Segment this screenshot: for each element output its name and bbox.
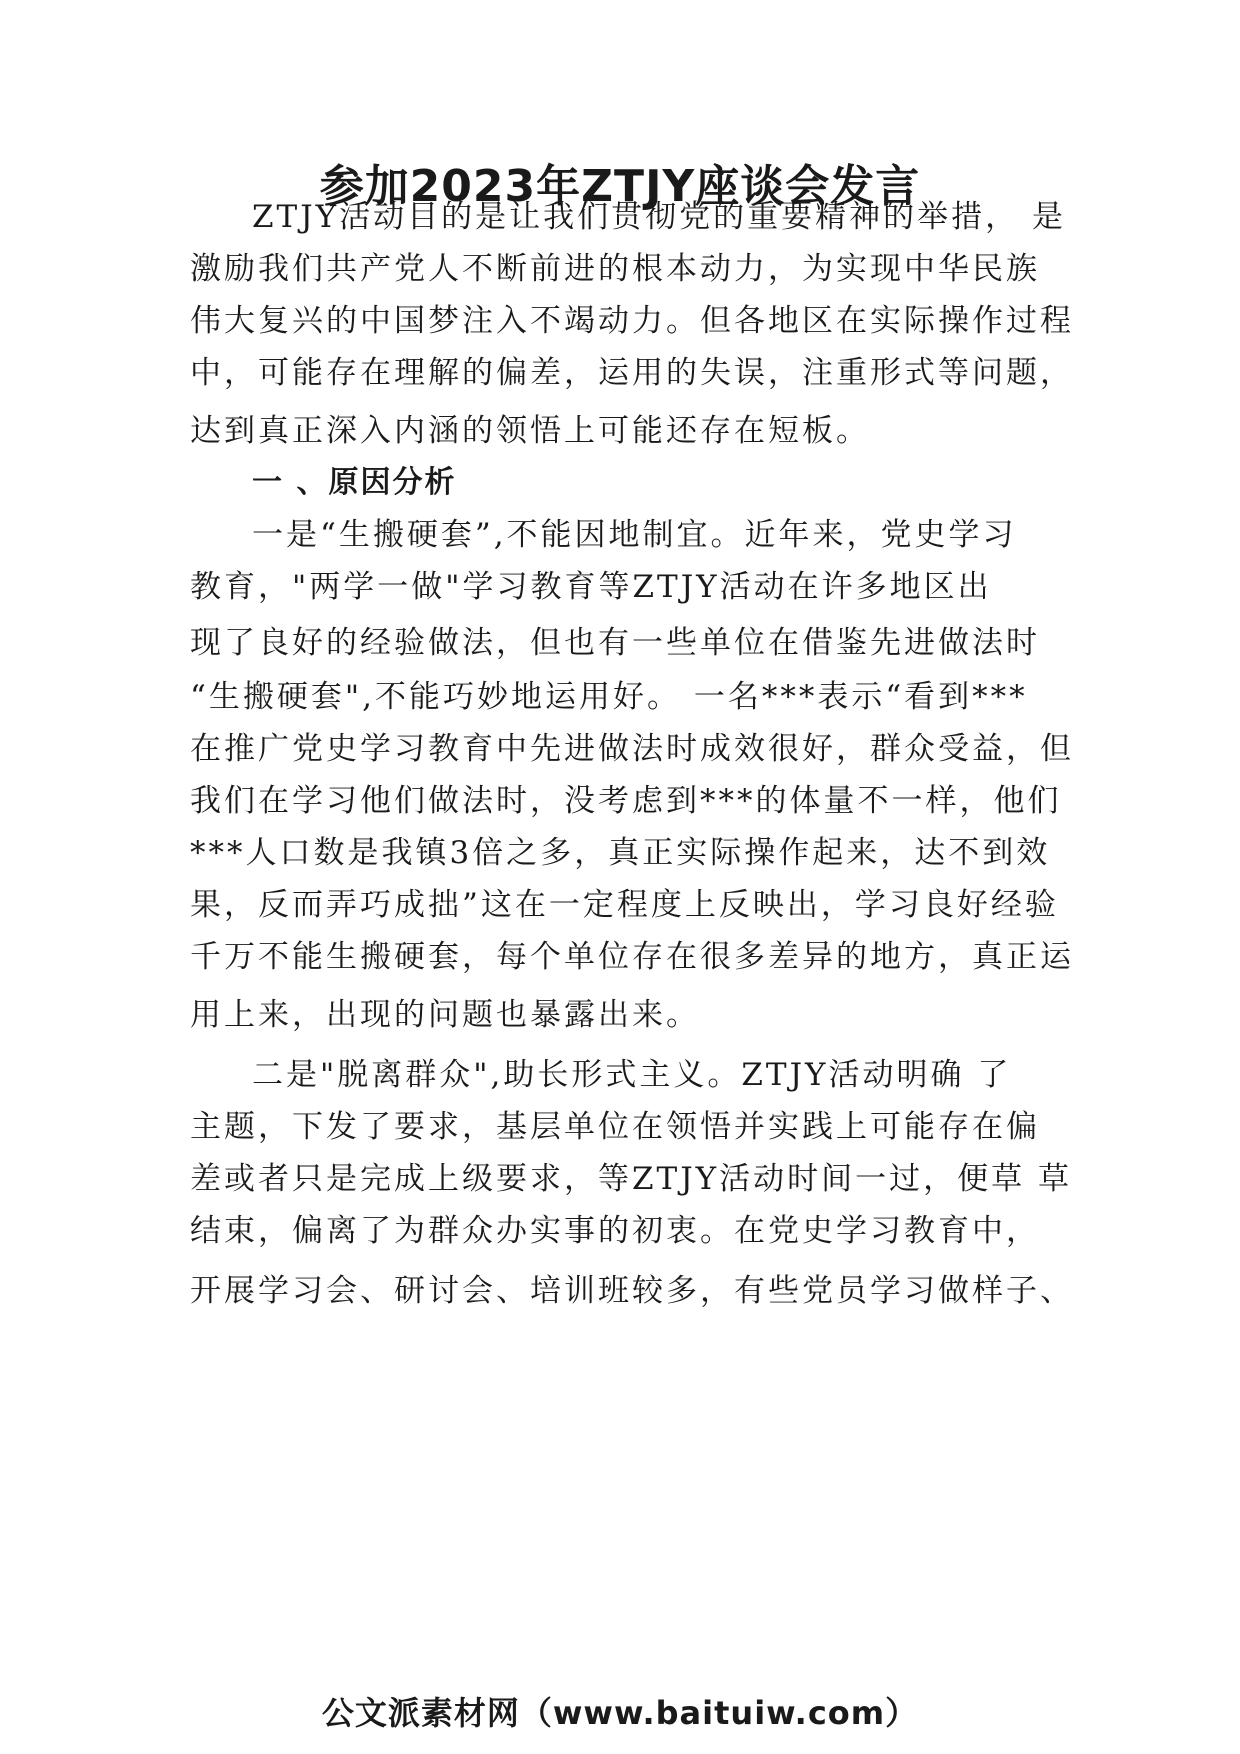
para2-line: 差或者只是完成上级要求，等ZTJY活动时间一过，便草 草 [190, 1161, 1072, 1197]
para1-line: 教育，"两学一做"学习教育等ZTJY活动在许多地区出 [190, 569, 992, 605]
section-heading: 一 、原因分析 [252, 465, 457, 500]
footer-watermark: 公文派素材网（www.baituiw.com） [321, 1694, 919, 1732]
intro-line: 达到真正深入内涵的领悟上可能还存在短板。 [190, 413, 870, 449]
para1-line: “生搬硬套",不能巧妙地运用好。 一名***表示“看到*** [190, 679, 1028, 715]
para1-line: 果，反而弄巧成拙”这在一定程度上反映出，学习良好经验 [190, 887, 1059, 923]
para1-line: 我们在学习他们做法时，没考虑到***的体量不一样，他们 [190, 783, 1062, 819]
intro-line: 激励我们共产党人不断前进的根本动力，为实现中华民族 [190, 251, 1040, 287]
para1-line: 在推广党史学习教育中先进做法时成效很好，群众受益，但 [190, 731, 1074, 767]
intro-line: 伟大复兴的中国梦注入不竭动力。但各地区在实际操作过程 [190, 303, 1074, 339]
para1-line: 现了良好的经验做法，但也有一些单位在借鉴先进做法时 [190, 625, 1040, 661]
para1-line: 一是“生搬硬套”,不能因地制宜。近年来，党史学习 [252, 517, 1017, 553]
para2-line: 开展学习会、研讨会、培训班较多，有些党员学习做样子、 [190, 1273, 1074, 1309]
intro-line: 中，可能存在理解的偏差，运用的失误，注重形式等问题， [190, 355, 1074, 391]
intro-line: ZTJY活动目的是让我们贯彻党的重要精神的举措， 是 [252, 199, 1066, 235]
para1-line: 用上来，出现的问题也暴露出来。 [190, 997, 700, 1033]
para2-line: 主题，下发了要求，基层单位在领悟并实践上可能存在偏 [190, 1109, 1040, 1145]
page-title: 参加2023年ZTJY座谈会发言 [319, 161, 921, 212]
para1-line: 千万不能生搬硬套，每个单位存在很多差异的地方，真正运 [190, 939, 1074, 975]
para2-line: 结束，偏离了为群众办实事的初衷。在党史学习教育中， [190, 1213, 1040, 1249]
para2-line: 二是"脱离群众",助长形式主义。ZTJY活动明确 了 [252, 1057, 1012, 1093]
para1-line: ***人口数是我镇3倍之多，真正实际操作起来，达不到效 [190, 835, 1051, 871]
